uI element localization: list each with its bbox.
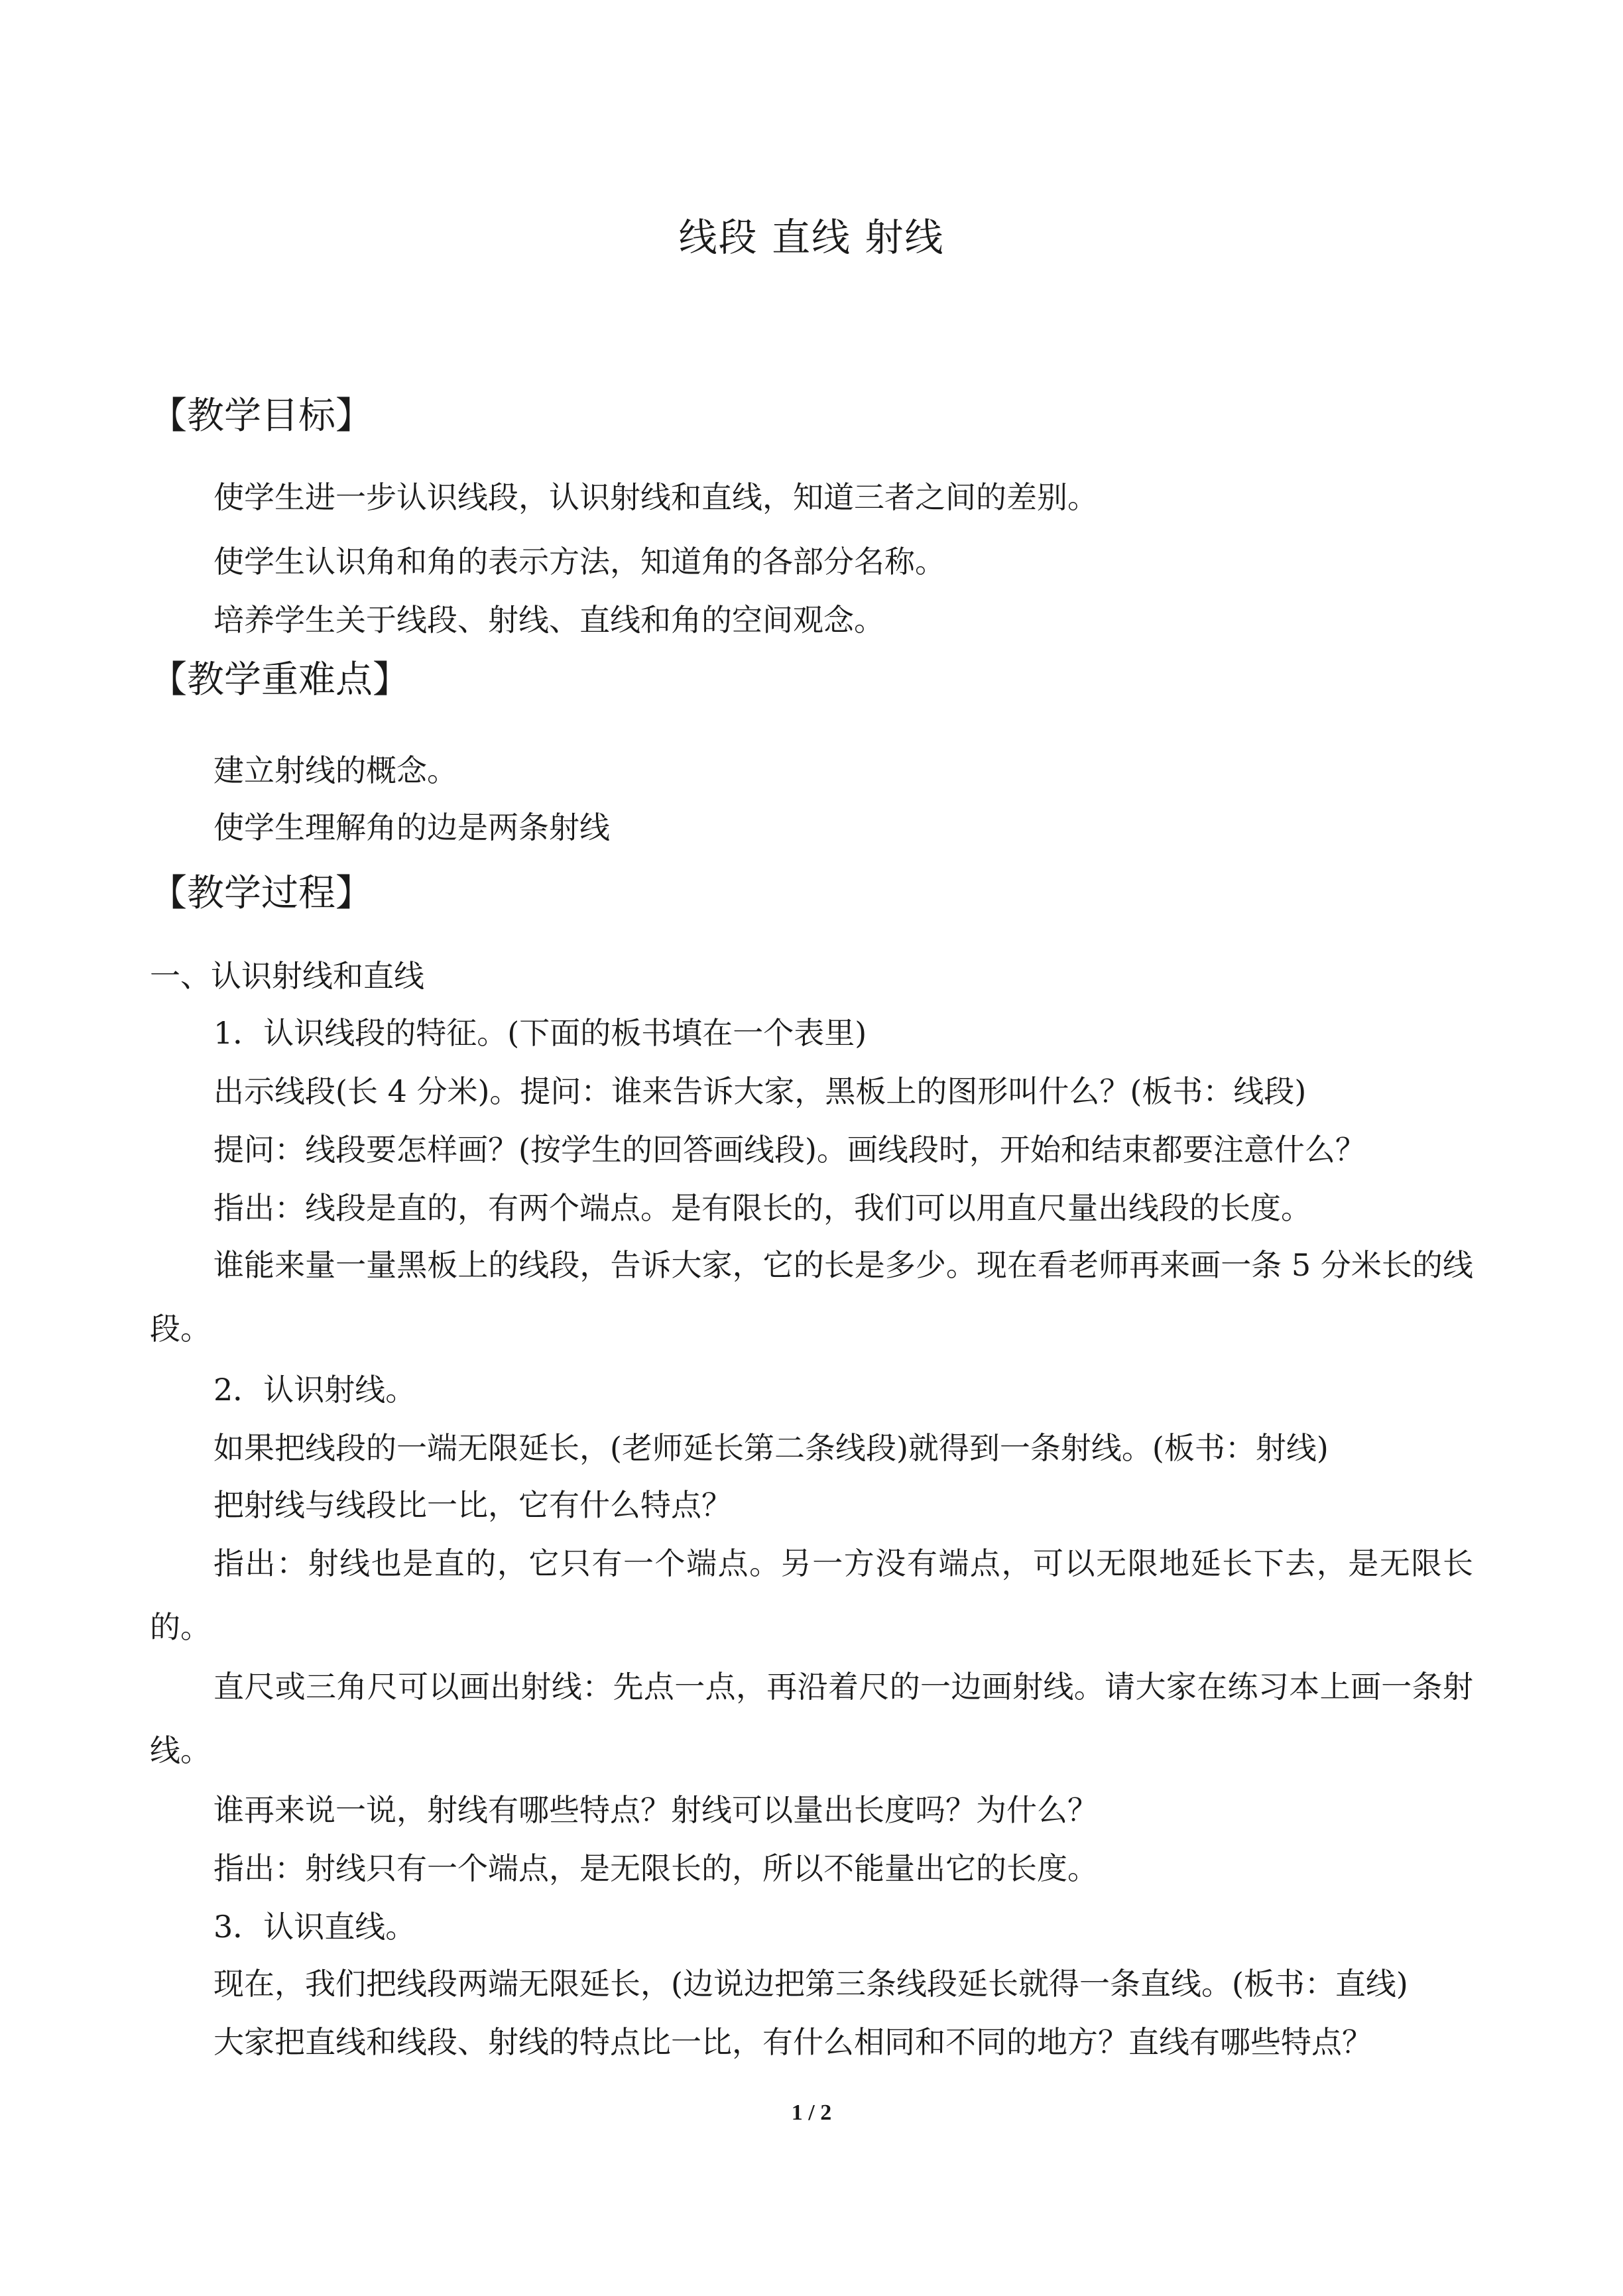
objective-item: 使学生认识角和角的表示方法，知道角的各部分名称。 — [213, 544, 945, 579]
process-paragraph: 谁再来说一说，射线有哪些特点？射线可以量出长度吗？为什么？ — [213, 1792, 1098, 1828]
objective-item: 培养学生关于线段、射线、直线和角的空间观念。 — [213, 602, 884, 638]
process-paragraph: 出示线段(长 4 分米)。提问：谁来告诉大家，黑板上的图形叫什么？(板书：线段) — [213, 1073, 1307, 1109]
process-paragraph: 现在，我们把线段两端无限延长，(边说边把第三条线段延长就得一条直线。(板书：直线) — [213, 1966, 1408, 2002]
process-paragraph: 谁能来量一量黑板上的线段，告诉大家，它的长是多少。现在看老师再来画一条 5 分米长的线段。 — [150, 1247, 1473, 1347]
objective-item: 使学生进一步认识线段，认识射线和直线，知道三者之间的差别。 — [213, 479, 1098, 515]
process-heading: 【教学过程】 — [150, 872, 373, 915]
keypoint-item: 建立射线的概念。 — [213, 753, 457, 788]
document-title: 线段 直线 射线 — [678, 215, 945, 260]
process-paragraph: 指出：射线也是直的，它只有一个端点。另一方没有端点，可以无限地延长下去，是无限长的。 — [150, 1545, 1473, 1645]
process-paragraph: 如果把线段的一端无限延长，(老师延长第二条线段)就得到一条射线。(板书：射线) — [213, 1430, 1329, 1466]
process-paragraph: 大家把直线和线段、射线的特点比一比，有什么相同和不同的地方？直线有哪些特点？ — [213, 2024, 1372, 2060]
process-paragraph: 1．认识线段的特征。(下面的板书填在一个表里) — [213, 1015, 867, 1051]
process-paragraph: 指出：线段是直的，有两个端点。是有限长的，我们可以用直尺量出线段的长度。 — [213, 1190, 1311, 1226]
process-paragraph: 2．认识射线。 — [213, 1372, 416, 1408]
keypoints-heading: 【教学重难点】 — [150, 658, 410, 701]
keypoint-item: 使学生理解角的边是两条射线 — [213, 810, 610, 845]
process-paragraph: 指出：射线只有一个端点，是无限长的，所以不能量出它的长度。 — [213, 1850, 1098, 1886]
process-paragraph: 3．认识直线。 — [213, 1909, 416, 1945]
page-number: 1 / 2 — [791, 2100, 832, 2125]
process-paragraph: 把射线与线段比一比，它有什么特点？ — [213, 1487, 732, 1523]
part-title: 一、认识射线和直线 — [150, 958, 424, 994]
process-paragraph: 提问：线段要怎样画？(按学生的回答画线段)。画线段时，开始和结束都要注意什么？ — [213, 1132, 1366, 1168]
process-paragraph: 直尺或三角尺可以画出射线：先点一点，再沿着尺的一边画射线。请大家在练习本上画一条射线。 — [150, 1669, 1473, 1768]
objectives-heading: 【教学目标】 — [150, 394, 373, 438]
